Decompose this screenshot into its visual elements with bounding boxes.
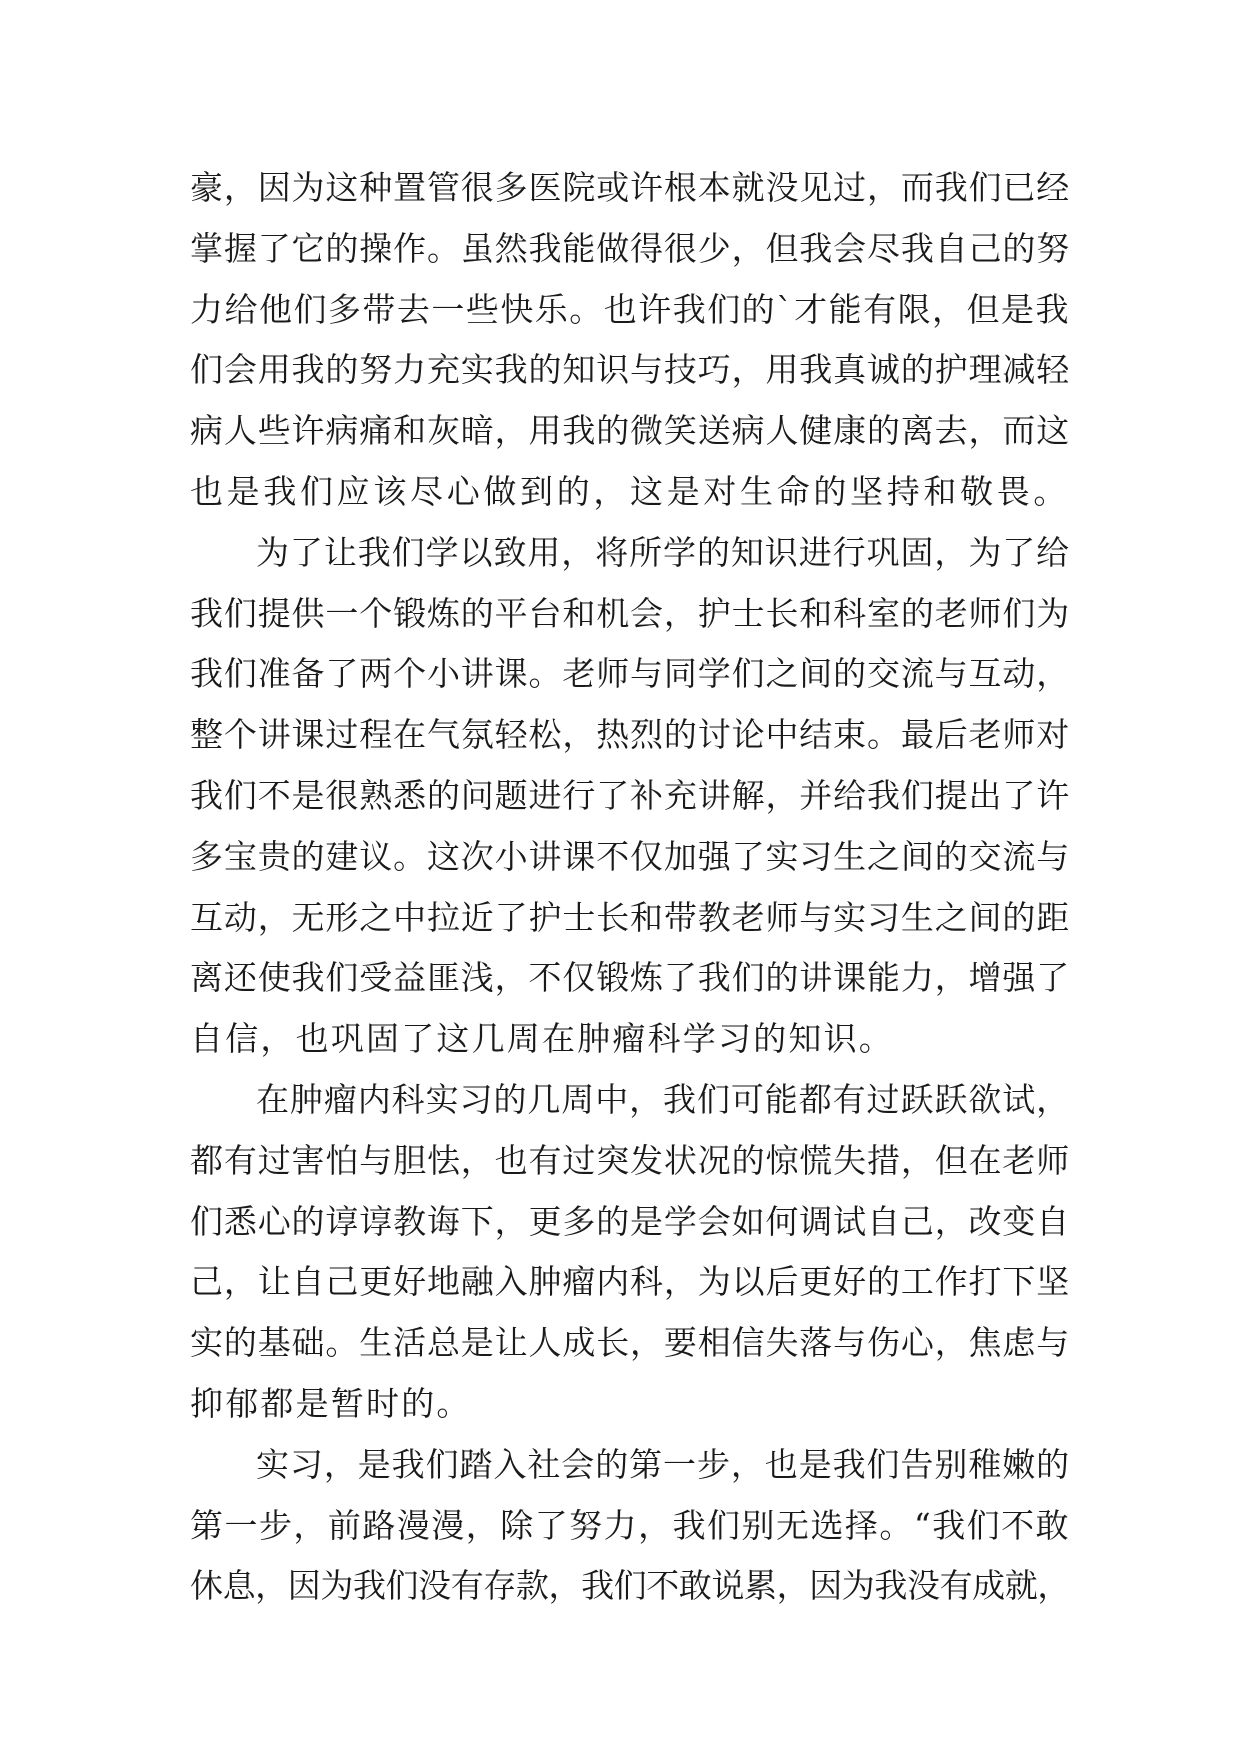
text-line: 休息，因为我们没有存款，我们不敢说累，因为我没有成就，: [190, 1566, 1070, 1606]
text-line: 们悉心的谆谆教诲下，更多的是学会如何调试自己，改变自: [190, 1201, 1071, 1241]
text-line: 我们提供一个锻炼的平台和机会，护士长和科室的老师们为: [190, 593, 1071, 633]
text-line: 实的基础。生活总是让人成长，要相信失落与伤心，焦虑与: [190, 1323, 1071, 1363]
text-line: 离还使我们受益匪浅，不仅锻炼了我们的讲课能力，增强了: [190, 958, 1071, 998]
text-line: 病人些许病痛和灰暗，用我的微笑送病人健康的离去，而这: [190, 411, 1071, 451]
text-line: 豪，因为这种置管很多医院或许根本就没见过，而我们已经: [190, 168, 1071, 207]
text-line: 多宝贵的建议。这次小讲课不仅加强了实习生之间的交流与: [190, 836, 1071, 876]
text-line: 互动，无形之中拉近了护士长和带教老师与实习生之间的距: [190, 897, 1071, 937]
text-line: 掌握了它的操作。虽然我能做得很少，但我会尽我自己的努: [190, 228, 1071, 268]
text-line: 们会用我的努力充实我的知识与技巧，用我真诚的护理减轻: [190, 350, 1071, 390]
text-line: 我们不是很熟悉的问题进行了补充讲解，并给我们提出了许: [190, 775, 1071, 815]
body-text: [190, 158, 1070, 1617]
text-line: 都有过害怕与胆怯，也有过突发状况的惊慌失措，但在老师: [190, 1140, 1071, 1180]
text-line: 抑郁都是暂时的。: [190, 1383, 472, 1423]
text-line: 整个讲课过程在气氛轻松，热烈的讨论中结束。最后老师对: [190, 715, 1071, 755]
text-line: 第一步，前路漫漫，除了努力，我们别无选择。“我们不敢: [190, 1505, 1071, 1545]
paragraph-first-line: 在肿瘤内科实习的几周中，我们可能都有过跃跃欲试，: [256, 1079, 1071, 1119]
text-line: 自信，也巩固了这几周在肿瘤科学习的知识。: [190, 1019, 894, 1059]
text-line: 我们准备了两个小讲课。老师与同学们之间的交流与互动，: [190, 654, 1071, 694]
paragraph-first-line: 为了让我们学以致用，将所学的知识进行巩固，为了给: [256, 532, 1071, 572]
text-line: 己，让自己更好地融入肿瘤内科，为以后更好的工作打下坚: [190, 1262, 1071, 1302]
paragraph-first-line: 实习，是我们踏入社会的第一步，也是我们告别稚嫩的: [256, 1444, 1071, 1484]
text-line: 也是我们应该尽心做到的，这是对生命的坚持和敬畏。: [190, 471, 1071, 511]
text-line: 力给他们多带去一些快乐。也许我们的`才能有限，但是我: [190, 289, 1070, 329]
